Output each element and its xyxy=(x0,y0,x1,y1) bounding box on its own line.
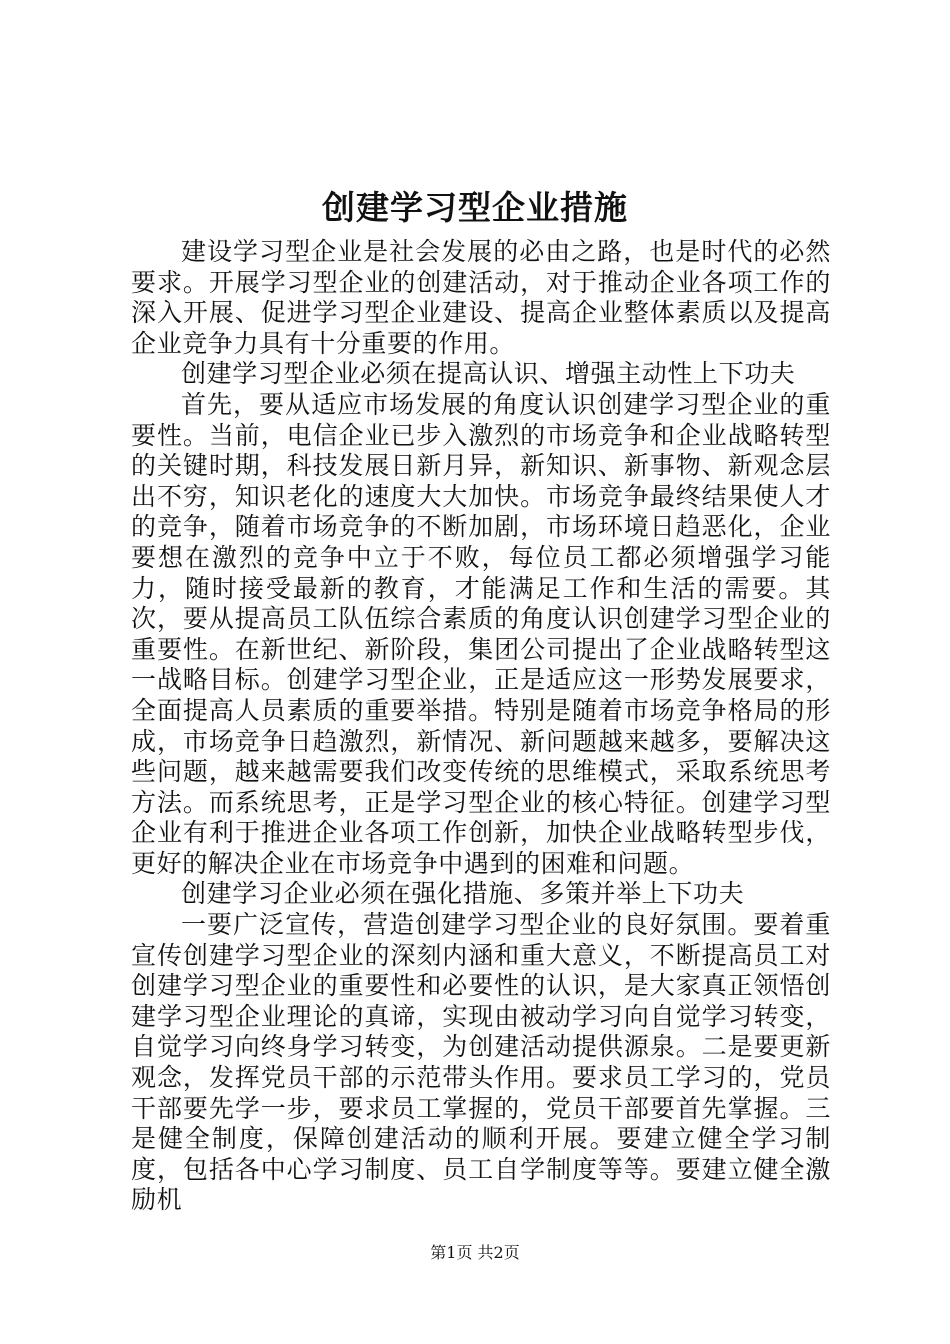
document-body xyxy=(131,237,831,1216)
intro-paragraph: 建设学习型企业是社会发展的必由之路，也是时代的必然要求。开展学习型企业的创建活动，对于推动企业各项工作的深入开展、促进学习型企业建设、提高企业整体素质以及提高企业竞争力具有十分重要的作用。 xyxy=(131,237,831,358)
section-heading-measures: 创建学习企业必须在强化措施、多策并举上下功夫 xyxy=(181,879,745,909)
document-title: 创建学习型企业措施 xyxy=(322,188,628,227)
page-footer: 第1页 共2页 xyxy=(430,1243,520,1262)
section-heading-awareness: 创建学习型企业必须在提高认识、增强主动性上下功夫 xyxy=(181,359,796,389)
measures-paragraph: 一要广泛宣传，营造创建学习型企业的良好氛围。要着重宣传创建学习型企业的深刻内涵和重大意义，不断提高员工对创建学习型企业的重要性和必要性的认识，是大家真正领悟创建学习型企业理论的真谛，实现由被动学习向自觉学习转变，自觉学习向终身学习转变，为创建活动提供源泉。二是要更新观念，发挥党员干部的示范带头作用。要求员工学习的，党员干部要先学一步，要求员工掌握的，党员干部要首先掌握。三是健全制度，保障创建活动的顺利开展。要建立健全学习制度，包括各中心学习制度、员工自学制度等等。要建立健全激励机 xyxy=(131,910,831,1215)
awareness-paragraph: 首先，要从适应市场发展的角度认识创建学习型企业的重要性。当前，电信企业已步入激烈的市场竞争和企业战略转型的关键时期，科技发展日新月异，新知识、新事物、新观念层出不穷，知识老化的速度大大加快。市场竞争最终结果使人才的竞争，随着市场竞争的不断加剧，市场环境日趋恶化，企业要想在激烈的竞争中立于不败，每位员工都必须增强学习能力，随时接受最新的教育，才能满足工作和生活的需要。其次，要从提高员工队伍综合素质的角度认识创建学习型企业的重要性。在新世纪、新阶段，集团公司提出了企业战略转型这一战略目标。创建学习型企业，正是适应这一形势发展要求，全面提高人员素质的重要举措。特别是随着市场竞争格局的形成，市场竞争日趋激烈，新情况、新问题越来越多，要解决这些问题，越来越需要我们改变传统的思维模式，采取系统思考方法。而系统思考，正是学习型企业的核心特征。创建学习型企业有利于推进企业各项工作创新，加快企业战略转型步伐，更好的解决企业在市场竞争中遇到的困难和问题。 xyxy=(131,389,831,878)
